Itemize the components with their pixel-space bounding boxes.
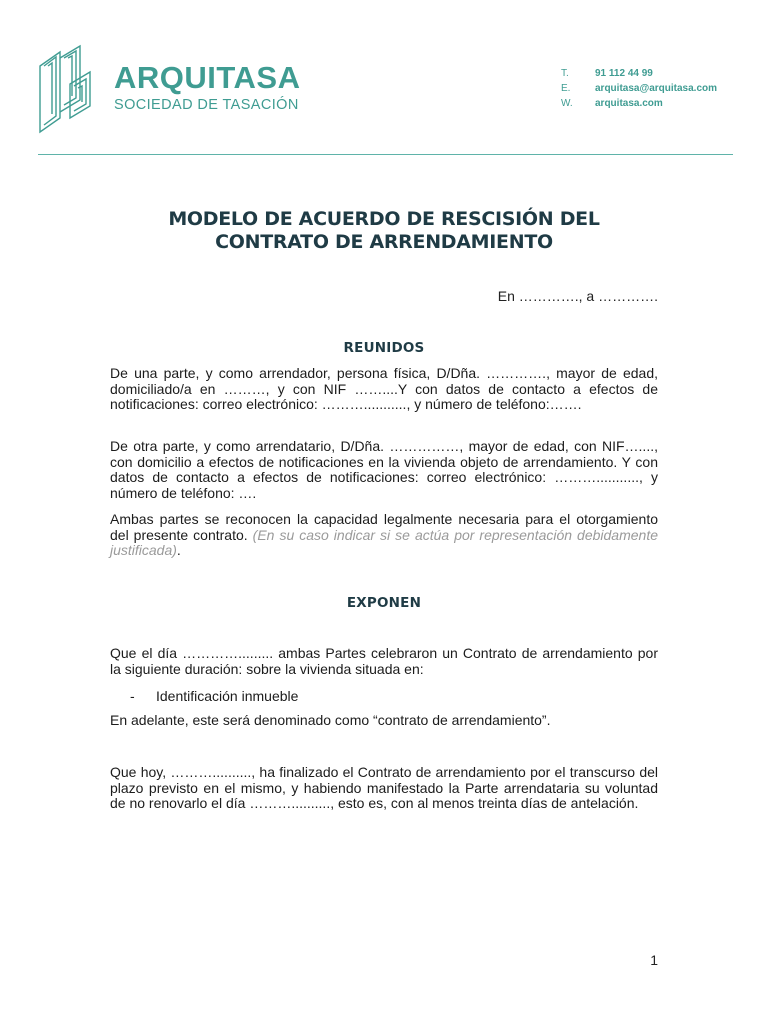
- contact-web-key: W.: [561, 98, 573, 109]
- paragraph-finalizado: Que hoy, ……….........., ha finalizado el Contrato de arrendamiento por el transcurso del plazo previsto en el mismo, y habiendo manifestado la Parte arrendataria su voluntad de no renovarlo el día ……….........., esto es, con al menos treinta días de antelación.: [110, 764, 658, 811]
- brand-name: ARQUITASA: [114, 60, 301, 95]
- paragraph-capacidad-text: Ambas partes se reconocen la capacidad legalmente necesaria para el otorgamiento del presente contrato.: [110, 511, 658, 543]
- representation-note: (En su caso indicar si se actúa por representación debidamente justificada): [110, 526, 659, 558]
- contact-block: [561, 66, 717, 111]
- paragraph-capacidad: [110, 512, 658, 559]
- list-item: [130, 688, 298, 704]
- page-number: 1: [650, 952, 658, 968]
- paragraph-arrendatario: De otra parte, y como arrendatario, D/Dña. ……………, mayor de edad, con NIF…...., con domicilio a efectos de notificaciones en la vivienda objeto de arrendamiento. Y con datos de contacto a efectos de notificaciones: correo electrónico: ………..........., y número de teléfono: ….: [110, 438, 658, 501]
- document-title: [110, 208, 658, 254]
- paragraph-contrato: Que el día …………......... ambas Partes celebraron un Contrato de arrendamiento por la siguiente duración: sobre la vivienda situada en:: [110, 645, 658, 677]
- contact-email-key: E.: [561, 83, 571, 94]
- section-reunidos: REUNIDOS: [343, 340, 425, 356]
- contact-web-value[interactable]: arquitasa.com: [595, 98, 663, 109]
- title-line-1: MODELO DE ACUERDO DE RESCISIÓN DEL: [168, 208, 600, 230]
- place-date: En …………., a ………….: [497, 288, 658, 304]
- bullet-text: Identificación inmueble: [156, 688, 299, 704]
- paragraph-arrendador: De una parte, y como arrendador, persona física, D/Dña. …………., mayor de edad, domiciliado/a en ………, y con NIF ……....Y con datos de contacto a efectos de notificaciones: correo electrónico: ………..........., y número de teléfono:…….: [110, 365, 658, 412]
- bullet-dash: -: [130, 688, 135, 704]
- arquitasa-logo-icon: [36, 44, 94, 134]
- paragraph-capacidad-end: .: [176, 542, 181, 558]
- contact-email-value[interactable]: arquitasa@arquitasa.com: [595, 83, 718, 94]
- brand-subtitle: SOCIEDAD DE TASACIÓN: [114, 97, 299, 113]
- section-exponen: EXPONEN: [346, 595, 422, 611]
- contact-web: [561, 96, 717, 111]
- contact-phone-value: 91 112 44 99: [595, 68, 653, 79]
- letterhead: [0, 0, 768, 160]
- paragraph-denominado: En adelante, este será denominado como “contrato de arrendamiento”.: [110, 712, 551, 728]
- contact-email: [561, 81, 717, 96]
- contact-phone-key: T.: [561, 68, 569, 79]
- contact-phone: [561, 66, 717, 81]
- header-divider: [38, 154, 733, 155]
- title-line-2: CONTRATO DE ARRENDAMIENTO: [215, 231, 553, 253]
